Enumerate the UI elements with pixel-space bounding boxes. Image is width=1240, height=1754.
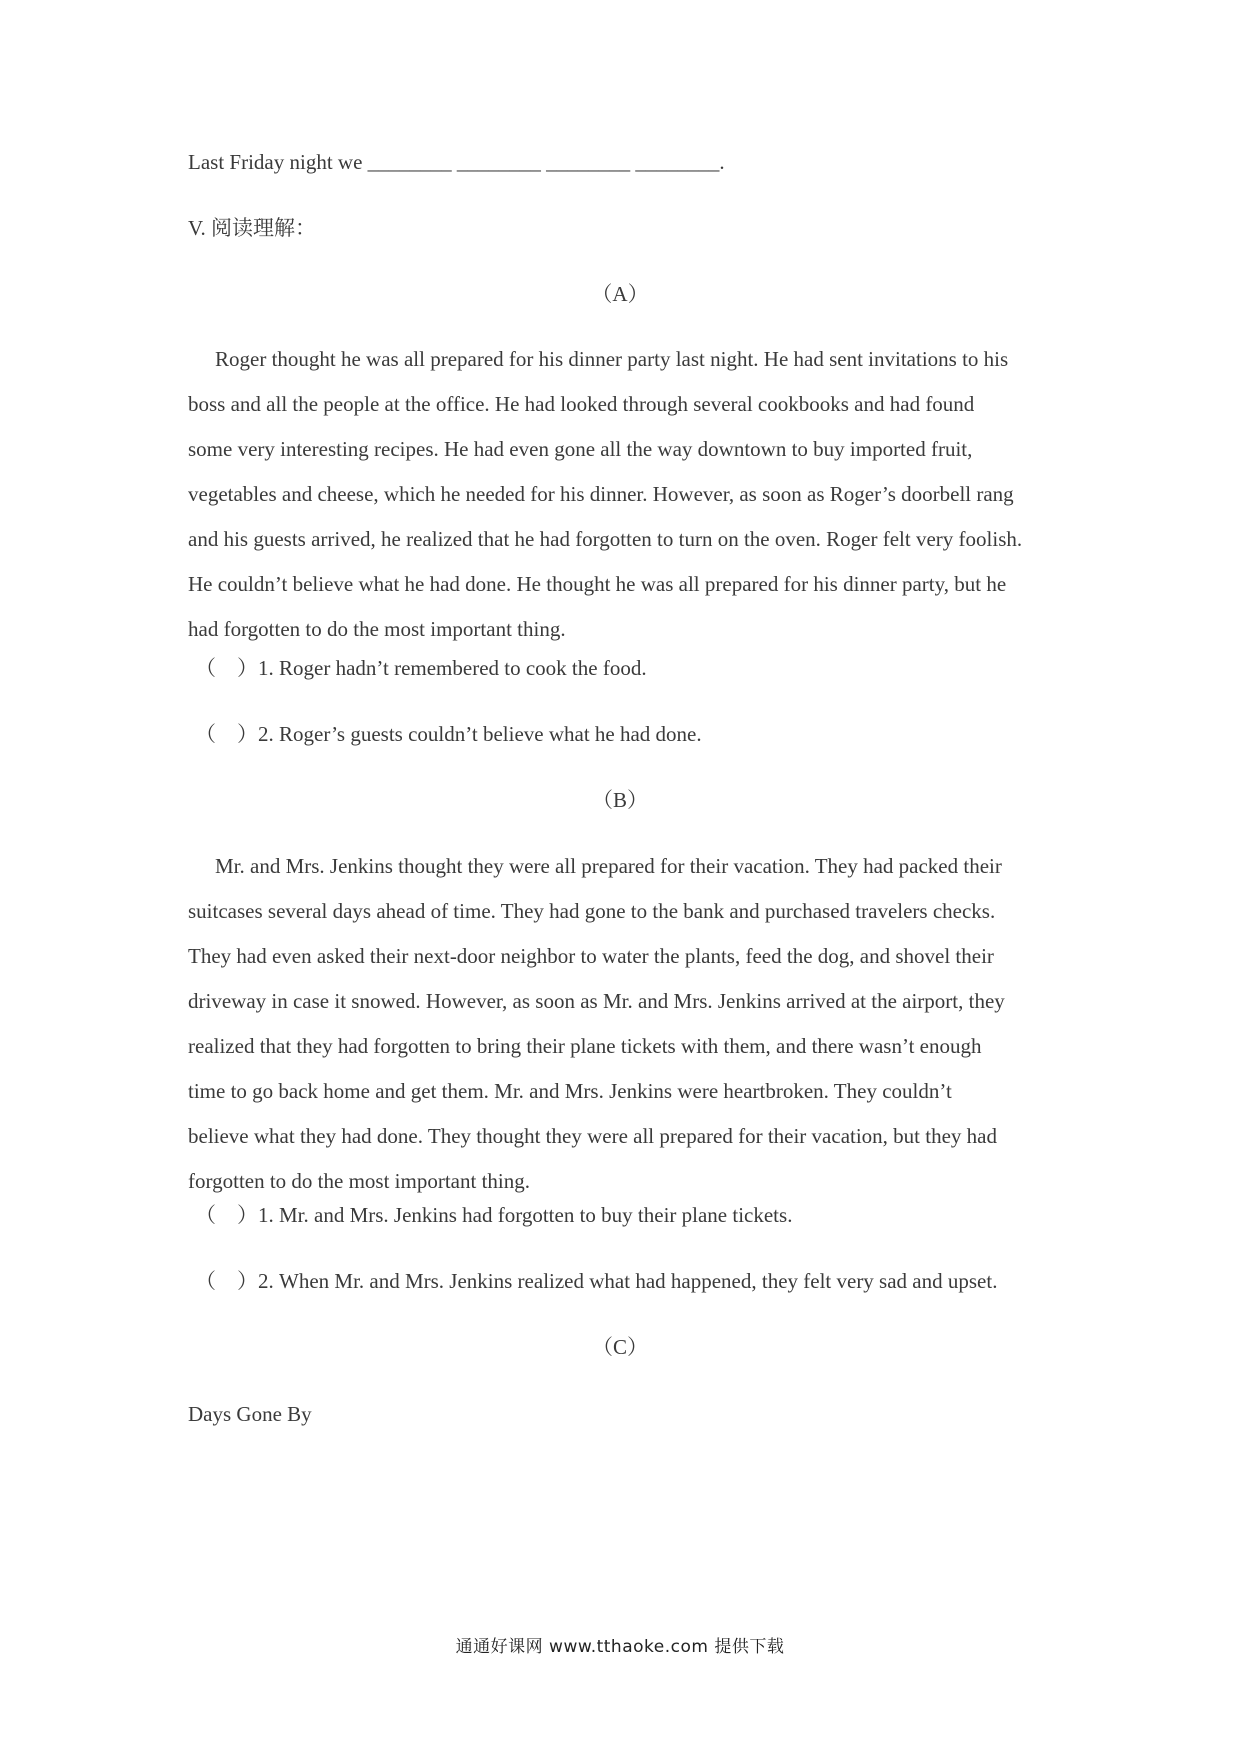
passage-a-question-1: （ ）1. Roger hadn’t remembered to cook the food. [195,656,647,680]
passage-line: believe what they had done. They thought they were all prepared for their vacation, but they had [188,1124,997,1148]
passage-line: suitcases several days ahead of time. They had gone to the bank and purchased travelers checks. [188,899,996,923]
passage-b-question-2: （ ）2. When Mr. and Mrs. Jenkins realized what had happened, they felt very sad and upset. [195,1269,998,1293]
passage-b-question-1: （ ）1. Mr. and Mrs. Jenkins had forgotten to buy their plane tickets. [195,1203,793,1227]
passage-line: He couldn’t believe what he had done. He thought he was all prepared for his dinner party, but he [188,572,1007,596]
section-heading: V. 阅读理解： [188,216,316,240]
page-footer: 通通好课网 www.tthaoke.com 提供下载 [455,1637,785,1657]
passage-line: had forgotten to do the most important thing. [188,617,566,641]
passage-b-text [188,844,1068,1204]
passage-line: vegetables and cheese, which he needed for his dinner. However, as soon as Roger’s doorbell rang [188,482,1014,506]
passage-line: forgotten to do the most important thing. [188,1169,530,1193]
passage-line: realized that they had forgotten to bring their plane tickets with them, and there wasn’t enough [188,1034,982,1058]
passage-line: Mr. and Mrs. Jenkins thought they were all prepared for their vacation. They had packed their [215,854,1002,878]
fill-in-blank-sentence: Last Friday night we ________ ________ ________ ________. [188,150,725,174]
passage-line: some very interesting recipes. He had even gone all the way downtown to buy imported fruit, [188,437,973,461]
passage-line: Roger thought he was all prepared for his dinner party last night. He had sent invitations to his [215,347,1009,371]
passage-a-text [188,337,1068,652]
passage-c-title: Days Gone By [188,1402,312,1426]
passage-line: driveway in case it snowed. However, as soon as Mr. and Mrs. Jenkins arrived at the airport, they [188,989,1005,1013]
passage-b-label: （B） [591,788,648,812]
passage-line: and his guests arrived, he realized that he had forgotten to turn on the oven. Roger felt very foolish. [188,527,1023,551]
passage-line: They had even asked their next-door neighbor to water the plants, feed the dog, and shovel their [188,944,994,968]
passage-c-label: （C） [591,1335,648,1359]
passage-line: time to go back home and get them. Mr. and Mrs. Jenkins were heartbroken. They couldn’t [188,1079,952,1103]
passage-a-question-2: （ ）2. Roger’s guests couldn’t believe what he had done. [195,722,702,746]
passage-line: boss and all the people at the office. He had looked through several cookbooks and had found [188,392,975,416]
passage-a-label: （A） [591,282,649,306]
